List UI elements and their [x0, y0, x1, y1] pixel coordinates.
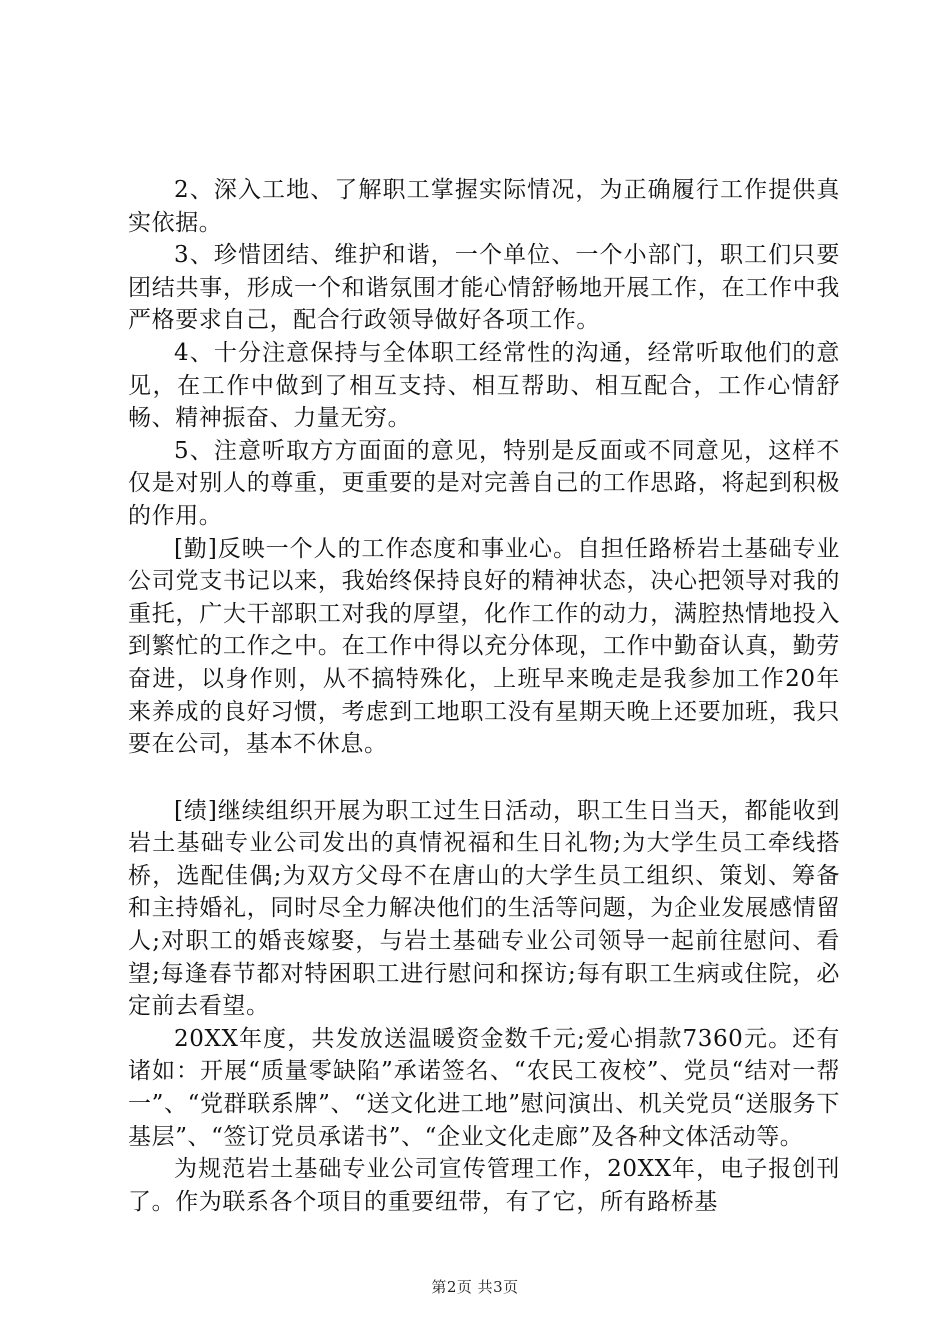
page-number-footer: 第2页 共3页 [431, 1278, 519, 1296]
paragraph-4: 4、十分注意保持与全体职工经常性的沟通，经常听取他们的意见，在工作中做到了相互支持、相互帮助、相互配合，工作心情舒畅、精神振奋、力量无穷。 [128, 339, 840, 432]
paragraph-3: 3、珍惜团结、维护和谐，一个单位、一个小部门，职工们只要团结共事，形成一个和谐氛围才能心情舒畅地开展工作，在工作中我严格要求自己，配合行政领导做好各项工作。 [128, 242, 840, 334]
paragraph-2: 2、深入工地、了解职工掌握实际情况，为正确履行工作提供真实依据。 [128, 177, 840, 236]
paragraph-gap [128, 761, 840, 795]
paragraph-newsletter: 为规范岩土基础专业公司宣传管理工作，20XX年，电子报创刊了。作为联系各个项目的重要纽带，有了它，所有路桥基 [128, 1156, 840, 1215]
paragraph-5: 5、注意听取方方面面的意见，特别是反面或不同意见，这样不仅是对别人的尊重，更重要的是对完善自己的工作思路，将起到积极的作用。 [128, 437, 840, 529]
document-body [128, 174, 840, 1218]
paragraph-achievement: [绩]继续组织开展为职工过生日活动，职工生日当天，都能收到岩土基础专业公司发出的真情祝福和生日礼物;为大学生员工牵线搭桥，选配佳偶;为双方父母不在唐山的大学生员工组织、策划、筹备和主持婚礼，同时尽全力解决他们的生活等问题，为企业发展感情留人;对职工的婚丧嫁娶，与岩土基础专业公司领导一起前往慰问、看望;每逢春节都对特困职工进行慰问和探访;每有职工生病或住院，必定前去看望。 [128, 797, 840, 1020]
paragraph-annual-funds: 20XX年度，共发放送温暖资金数千元;爱心捐款7360元。还有诸如：开展“质量零缺陷”承诺签名、“农民工夜校”、党员“结对一帮一”、“党群联系牌”、“送文化进工地”慰问演出、机关党员“送服务下基层”、“签订党员承诺书”、“企业文化走廊”及各种文体活动等。 [128, 1025, 840, 1150]
paragraph-diligence: [勤]反映一个人的工作态度和事业心。自担任路桥岩土基础专业公司党支书记以来，我始终保持良好的精神状态，决心把领导对我的重托，广大干部职工对我的厚望，化作工作的动力，满腔热情地投入到繁忙的工作之中。在工作中得以充分体现，工作中勤奋认真，勤劳奋进，以身作则，从不搞特殊化，上班早来晚走是我参加工作20年来养成的良好习惯，考虑到工地职工没有星期天晚上还要加班，我只要在公司，基本不休息。 [128, 535, 840, 758]
